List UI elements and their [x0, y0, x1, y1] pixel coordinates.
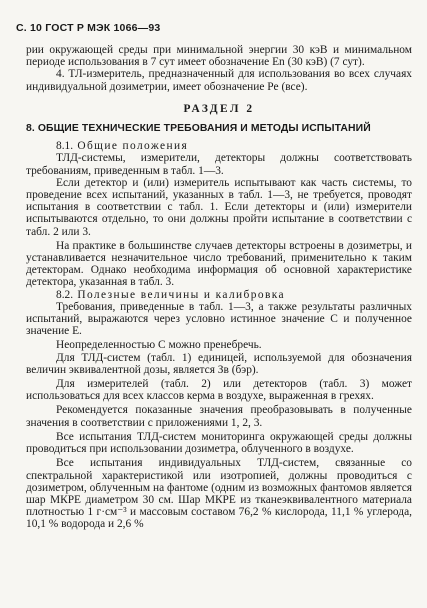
- paragraph-continuation: рии окружающей среды при минимальной энергии 30 кэВ и минимальном периоде использования в 7 сут имеет обозначение Еn (30 кэВ) (7 сут).: [26, 44, 412, 69]
- paragraph: Для измерителей (табл. 2) или детекторов (табл. 3) может использоваться для всех классов керма в воздухе, выраженная в грехях.: [26, 378, 412, 403]
- section-heading: 8. ОБЩИЕ ТЕХНИЧЕСКИЕ ТРЕБОВАНИЯ И МЕТОДЫ ИСПЫТАНИЙ: [26, 123, 371, 135]
- paragraph: Если детектор и (или) измеритель испытывают как часть системы, то проведение всех испытаний, указанных в табл. 1—3, не требуется, проводят испытания в соответствии с табл. 1. Если детекторы и (или) измерители испытываются отдельно, то они должны пройти испытание в соответствии с табл. 2 или 3.: [26, 176, 412, 238]
- page-header: С. 10 ГОСТ Р МЭК 1066—93: [16, 22, 161, 34]
- subsection-title: Общие положения: [77, 140, 189, 153]
- section-title: РАЗДЕЛ 2: [183, 102, 255, 115]
- document-body: [26, 44, 412, 531]
- subsection-number: 8.1.: [56, 140, 74, 153]
- paragraph: Неопределенностью С можно пренебречь.: [56, 339, 262, 352]
- paragraph: Все испытания индивидуальных ТЛД-систем, связанные со спектральной характеристикой или изотропией, должны проводиться с дозиметром, облученным на фантоме (одним из возможных фантомов является шар МКРЕ диаметром 30 см. Шар МКРЕ из тканеэквивалентного материала плотностью 1 г·см⁻³ и массовым составом 76,2 % кислорода, 11,1 % углерода, 10,1 % водорода и 2,6 %: [26, 457, 412, 531]
- subsection-number: 8.2.: [56, 288, 74, 301]
- subsection-8-2: [26, 289, 412, 301]
- paragraph: ТЛД-системы, измерители, детекторы должны соответствовать требованиям, приведенным в табл. 1—3.: [26, 152, 412, 177]
- paragraph: Для ТЛД-систем (табл. 1) единицей, используемой для обозначения величин эквивалентной дозы, является Зв (бэр).: [26, 351, 412, 376]
- paragraph: На практике в большинстве случаев детекторы встроены в дозиметры, и устанавливается незначительное число требований, применительно к таким детекторам. Однако необходима информация об основной характеристике детектора, указанная в табл. 3.: [26, 239, 412, 289]
- subsection-8-1: [26, 140, 412, 152]
- subsection-title: Полезные величины и калибровка: [77, 288, 285, 301]
- paragraph: Все испытания ТЛД-систем мониторинга окружающей среды должны проводиться при использовании дозиметра, облученного в воздухе.: [26, 430, 412, 456]
- paragraph: Рекомендуется показанные значения преобразовывать в полученные значения в соответствии с приложениями 1, 2, 3.: [26, 404, 412, 429]
- paragraph-item-4: 4. ТЛ-измеритель, предназначенный для использования во всех случаях индивидуальной дозиметрии, имеет обозначение Pe (все).: [26, 68, 412, 93]
- paragraph: Требования, приведенные в табл. 1—3, а также результаты различных испытаний, выражаются через условно истинное значение С и полученное значение Е.: [26, 300, 412, 338]
